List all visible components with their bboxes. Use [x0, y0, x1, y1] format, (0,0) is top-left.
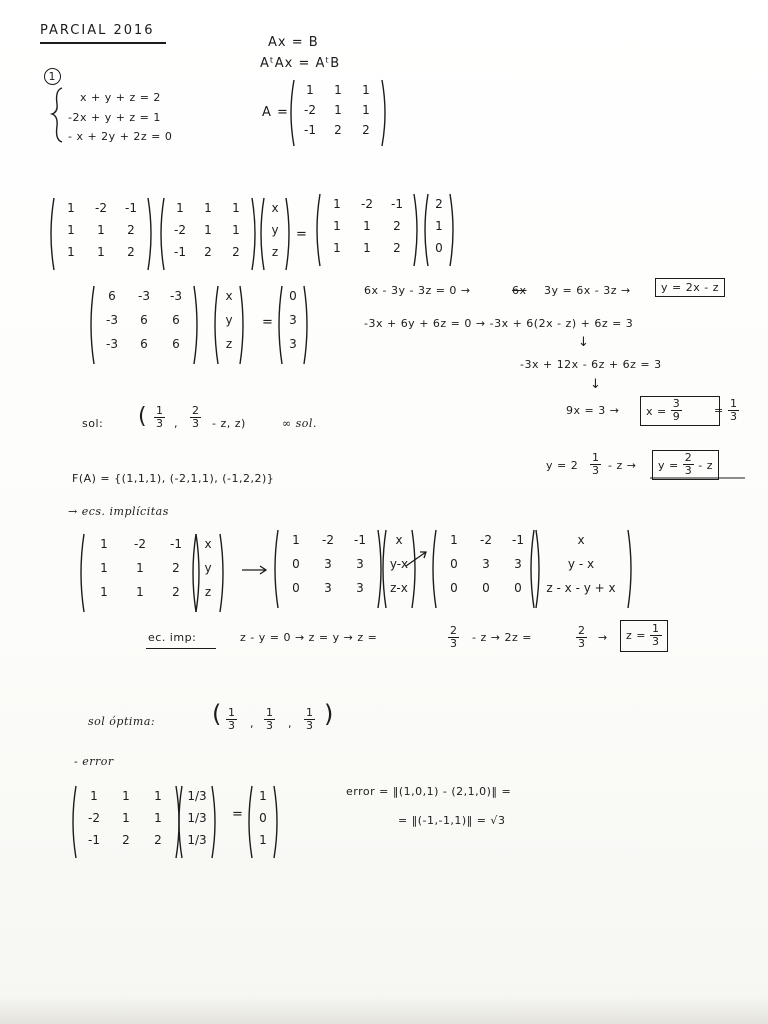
fraction-two-thirds: $\frac{2}{3}$	[578, 624, 585, 650]
result-x-box: x = $\frac{3}{9}$	[640, 396, 720, 426]
rhs-2-cell: x	[395, 533, 403, 547]
matrix-at-cell: 1	[67, 223, 75, 237]
optimal-vector-cell: 1/3	[187, 833, 207, 847]
matrix-a-cell: -2	[304, 103, 316, 117]
augmented-3-cell: 1	[450, 533, 458, 547]
matrix-a-cell: 2	[154, 833, 162, 847]
matrix-at-cell: -2	[361, 197, 373, 211]
equals-sign: =	[262, 315, 274, 330]
optimal-x: $\frac{1}{3}$	[228, 706, 235, 732]
bracket-right	[252, 198, 255, 270]
augmented-3-cell: -2	[480, 533, 492, 547]
paren-open: (	[138, 404, 148, 429]
augmented-1-cell: 1	[136, 561, 144, 575]
var-vector-cell: y	[271, 223, 279, 237]
bracket-left	[317, 194, 320, 266]
result-vector-cell: 1	[259, 789, 267, 803]
comma: ,	[288, 717, 292, 730]
matrix-at-cell: -1	[125, 201, 137, 215]
var-vector-cell: y	[225, 313, 233, 327]
matrix-a-cell: -1	[174, 245, 186, 259]
matrix-at-cell: 1	[333, 197, 341, 211]
derivation-line-3: -3x + 12x - 6z + 6z = 3	[520, 358, 662, 371]
var-vector-cell: z	[271, 245, 279, 259]
matrix-a-cell: 1	[154, 811, 162, 825]
bracket-right	[240, 286, 243, 364]
rhs-vector-cell: 0	[289, 289, 297, 303]
matrix-a-cell: 1	[334, 83, 342, 97]
derivation-line-5: y = 2	[546, 459, 579, 472]
rhs-2-cell: y-x	[389, 557, 409, 571]
augmented-2-cell: 0	[292, 557, 300, 571]
matrix-a-cell: 1	[122, 789, 130, 803]
augmented-3-cell: 0	[482, 581, 490, 595]
ec-imp-underline	[146, 648, 216, 649]
matrix-at-cell: 1	[97, 223, 105, 237]
augmented-3-cell: 0	[450, 557, 458, 571]
equation-2: -2x + y + z = 1	[68, 111, 161, 124]
bracket-left	[279, 286, 282, 364]
matrix-a-cell: 2	[232, 245, 240, 259]
matrix-ata-cell: 6	[172, 313, 180, 327]
bracket-right	[220, 534, 223, 612]
result-z-box: z = $\frac{1}{3}$	[620, 620, 668, 652]
bracket-left	[215, 286, 218, 364]
rhs-vector-cell: 3	[289, 313, 297, 327]
matrix-ata-cell: 6	[108, 289, 116, 303]
bracket-right	[382, 80, 385, 146]
derivation-line-4: 9x = 3 →	[566, 404, 620, 417]
sol-scribble: ∞ sol.	[282, 417, 317, 430]
augmented-2-cell: -2	[322, 533, 334, 547]
page-title: PARCIAL 2016	[40, 23, 155, 38]
rhs-vector-cell: 3	[289, 337, 297, 351]
rhs-1-cell: y	[204, 561, 212, 575]
normal-eq-1: Ax = B	[268, 35, 319, 50]
augmented-1-cell: -2	[134, 537, 146, 551]
sol-label: sol:	[82, 417, 104, 430]
augmented-3-cell: -1	[512, 533, 524, 547]
comma: ,	[174, 417, 178, 430]
matrix-a-cell: -1	[88, 833, 100, 847]
bracket-left	[291, 80, 294, 146]
bracket-left	[383, 530, 386, 608]
matrix-a-cell: 1	[232, 201, 240, 215]
bracket-left	[91, 286, 94, 364]
derivation-struck: 6x	[512, 284, 527, 297]
augmented-2-cell: 3	[324, 557, 332, 571]
bracket-left	[275, 530, 278, 608]
matrix-ata-cell: -3	[138, 289, 150, 303]
equals-sign: =	[232, 807, 244, 822]
matrix-at-cell: 1	[97, 245, 105, 259]
augmented-2-cell: 3	[356, 581, 364, 595]
error-label: - error	[74, 755, 114, 768]
matrix-a-cell: 2	[122, 833, 130, 847]
derivation-line-2: -3x + 6y + 6z = 0 → -3x + 6(2x - z) + 6z = 3	[364, 317, 634, 330]
bracket-left	[433, 530, 436, 608]
bracket-right	[212, 786, 215, 858]
rhs-2-cell: z-x	[390, 581, 408, 595]
result-vector-cell: 0	[259, 811, 267, 825]
matrix-at-cell: 1	[67, 245, 75, 259]
augmented-1-cell: 1	[100, 561, 108, 575]
matrix-a-cell: 1	[306, 83, 314, 97]
matrix-at-cell: 2	[127, 245, 135, 259]
equals-sign: =	[714, 404, 724, 417]
matrix-a-cell: 2	[204, 245, 212, 259]
rhs-3-cell: y - x	[567, 557, 595, 571]
result-vector-cell: 1	[259, 833, 267, 847]
matrix-a-cell: -2	[88, 811, 100, 825]
matrix-ata-cell: -3	[106, 337, 118, 351]
augmented-1-cell: 2	[172, 561, 180, 575]
bracket-right	[304, 286, 307, 364]
augmented-1-cell: 1	[136, 585, 144, 599]
augmented-2-cell: 1	[292, 533, 300, 547]
b-vector-cell: 2	[435, 197, 443, 211]
bracket-right	[148, 198, 151, 270]
bracket-right	[414, 194, 417, 266]
matrix-at-cell: 2	[393, 219, 401, 233]
result-y-box: y = $\frac{2}{3}$ - z	[652, 450, 719, 480]
matrix-a-cell: 2	[362, 123, 370, 137]
derivation-line-5-mid: - z →	[608, 459, 637, 472]
arrow: →	[598, 631, 608, 644]
augmented-1-cell: 2	[172, 585, 180, 599]
matrix-a-cell: 1	[362, 83, 370, 97]
matrix-at-cell: 1	[333, 219, 341, 233]
matrix-at-cell: 1	[333, 241, 341, 255]
augmented-2-cell: 3	[356, 557, 364, 571]
result-x-value: $\frac{1}{3}$	[730, 397, 737, 423]
bracket-right	[274, 786, 277, 858]
bracket-right	[450, 194, 453, 266]
derivation-line-1b: 3y = 6x - 3z →	[544, 284, 631, 297]
matrix-at-cell: -1	[391, 197, 403, 211]
matrix-ata-cell: -3	[170, 289, 182, 303]
bracket-right	[412, 530, 415, 608]
bracket-left	[261, 198, 264, 270]
rhs-3-cell: z - x - y + x	[546, 581, 616, 595]
rhs-1-cell: x	[204, 537, 212, 551]
augmented-2-cell: 0	[292, 581, 300, 595]
paren-close: )	[324, 700, 335, 728]
optimal-label: sol óptima:	[88, 715, 156, 728]
matrix-a-cell: 1	[122, 811, 130, 825]
optimal-vector-cell: 1/3	[187, 789, 207, 803]
comma: ,	[250, 717, 254, 730]
augmented-3-cell: 0	[514, 581, 522, 595]
augmented-1-cell: 1	[100, 537, 108, 551]
matrix-a-cell: 1	[334, 103, 342, 117]
matrix-at-cell: 1	[67, 201, 75, 215]
rhs-1-cell: z	[204, 585, 212, 599]
augmented-2-cell: -1	[354, 533, 366, 547]
bracket-left	[51, 198, 54, 270]
bracket-right	[378, 530, 381, 608]
column-space: F(A) = {(1,1,1), (-2,1,1), (-1,2,2)}	[72, 472, 275, 485]
matrix-a-cell: -1	[304, 123, 316, 137]
matrix-at-cell: 2	[393, 241, 401, 255]
bracket-left	[425, 194, 428, 266]
bracket-left	[179, 786, 182, 858]
bracket-right	[286, 198, 289, 270]
sol-fraction-2: $\frac{2}{3}$	[192, 404, 199, 430]
augmented-1-cell: 1	[100, 585, 108, 599]
matrix-ata-cell: 6	[172, 337, 180, 351]
matrix-a-cell: 1	[362, 103, 370, 117]
normal-eq-2: AᵗAx = AᵗB	[260, 56, 341, 71]
matrix-a-cell: 1	[90, 789, 98, 803]
matrix-a-cell: 1	[204, 223, 212, 237]
title-underline	[40, 42, 166, 44]
augmented-3-cell: 0	[450, 581, 458, 595]
augmented-1-cell: -1	[170, 537, 182, 551]
matrix-at-cell: -2	[95, 201, 107, 215]
rhs-3-cell: x	[577, 533, 585, 547]
var-vector-cell: x	[225, 289, 233, 303]
result-y: y = 2x - z	[655, 278, 725, 297]
ecs-label: → ecs. implícitas	[68, 505, 169, 518]
error-line-1: error = ‖(1,0,1) - (2,1,0)‖ =	[346, 785, 512, 798]
ec-imp-text: z - y = 0 → z = y → z =	[240, 631, 378, 644]
derivation-line-1: 6x - 3y - 3z = 0 →	[364, 284, 471, 297]
matrix-at-cell: 1	[363, 241, 371, 255]
error-line-2: = ‖(-1,-1,1)‖ = √3	[398, 814, 506, 827]
bracket-right	[176, 786, 179, 858]
bracket-left	[73, 786, 76, 858]
matrix-at-cell: 1	[363, 219, 371, 233]
equals-sign: =	[296, 227, 308, 242]
matrix-a-label: A =	[262, 105, 289, 120]
var-vector-cell: x	[271, 201, 279, 215]
augmented-3-cell: 3	[482, 557, 490, 571]
bracket-right	[628, 530, 631, 608]
fraction-one-third: $\frac{1}{3}$	[592, 451, 599, 477]
matrix-a-cell: 1	[204, 201, 212, 215]
equation-3: - x + 2y + 2z = 0	[68, 130, 173, 143]
bracket-left	[249, 786, 252, 858]
fraction-two-thirds: $\frac{2}{3}$	[450, 624, 457, 650]
optimal-y: $\frac{1}{3}$	[266, 706, 273, 732]
sol-fraction-1: $\frac{1}{3}$	[156, 404, 163, 430]
matrix-ata-cell: 6	[140, 337, 148, 351]
bracket-left	[161, 198, 164, 270]
matrix-a-cell: 1	[154, 789, 162, 803]
bracket-left	[81, 534, 84, 612]
paren-open: (	[212, 700, 223, 728]
optimal-vector-cell: 1/3	[187, 811, 207, 825]
b-vector-cell: 0	[435, 241, 443, 255]
down-arrow: ↓	[578, 335, 590, 350]
b-vector-cell: 1	[435, 219, 443, 233]
matrix-a-cell: 2	[334, 123, 342, 137]
matrix-a-cell: 1	[176, 201, 184, 215]
matrix-a-cell: -2	[174, 223, 186, 237]
matrix-a-cell: 1	[232, 223, 240, 237]
augmented-3-cell: 3	[514, 557, 522, 571]
problem-number: 1	[44, 68, 61, 85]
sol-rest: - z, z)	[212, 417, 246, 430]
down-arrow: ↓	[590, 377, 602, 392]
matrix-ata-cell: 6	[140, 313, 148, 327]
equation-1: x + y + z = 2	[80, 91, 161, 104]
ec-imp-text-2: - z → 2z =	[472, 631, 532, 644]
matrix-ata-cell: -3	[106, 313, 118, 327]
augmented-2-cell: 3	[324, 581, 332, 595]
ec-imp-label: ec. imp:	[148, 631, 197, 644]
optimal-z: $\frac{1}{3}$	[306, 706, 313, 732]
bracket-right	[194, 286, 197, 364]
matrix-at-cell: 2	[127, 223, 135, 237]
var-vector-cell: z	[225, 337, 233, 351]
